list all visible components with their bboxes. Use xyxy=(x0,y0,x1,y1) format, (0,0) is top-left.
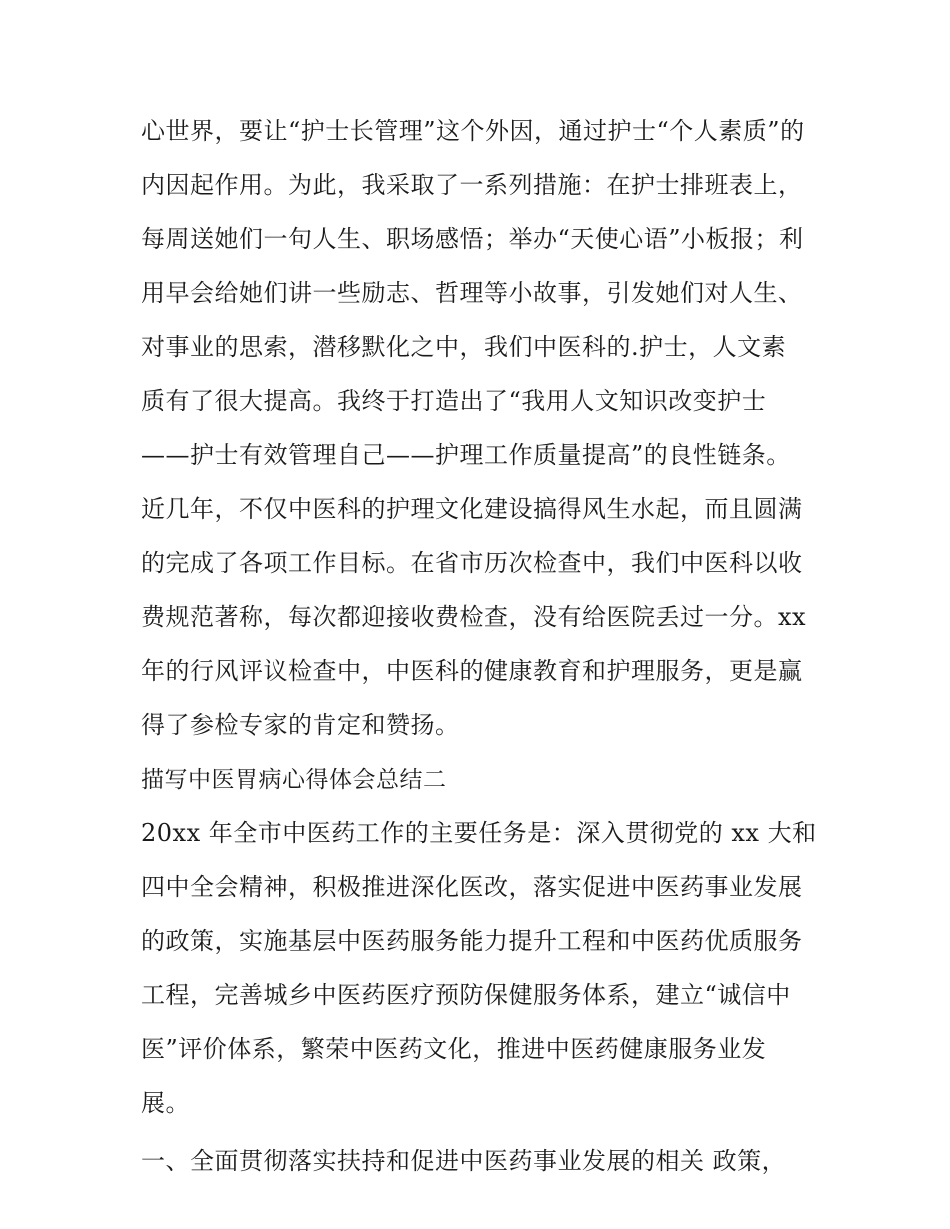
section-title: 描写中医胃病心得体会总结二 xyxy=(141,767,447,793)
paragraph-line: 工程，完善城乡中医药医疗预防保健服务体系，建立“诚信中 xyxy=(141,981,791,1009)
paragraph-line: 20xx 年全市中医药工作的主要任务是：深入贯彻党的 xx 大和 xyxy=(141,819,817,847)
paragraph-line: 的完成了各项工作目标。在省市历次检查中，我们中医科以收 xyxy=(141,549,803,577)
paragraph-line: 医”评价体系，繁荣中医药文化，推进中医药健康服务业发 xyxy=(141,1035,767,1063)
paragraph-line: 内因起作用。为此，我采取了一系列措施：在护士排班表上， xyxy=(141,171,803,199)
paragraph-line: 费规范著称，每次都迎接收费检查，没有给医院丢过一分。xx xyxy=(141,603,807,631)
paragraph-line: 质有了很大提高。我终于打造出了“我用人文知识改变护士 xyxy=(141,387,767,415)
paragraph-line: 得了参检专家的肯定和赞扬。 xyxy=(141,711,460,739)
paragraph-line: 用早会给她们讲一些励志、哲理等小故事，引发她们对人生、 xyxy=(141,279,803,307)
paragraph-line: 的政策，实施基层中医药服务能力提升工程和中医药优质服务 xyxy=(141,927,803,955)
list-item-line: 一、全面贯彻落实扶持和促进中医药事业发展的相关 政策， xyxy=(141,1147,787,1175)
paragraph-line: 四中全会精神，积极推进深化医改，落实促进中医药事业发展 xyxy=(141,873,803,901)
paragraph-line: 年的行风评议检查中，中医科的健康教育和护理服务，更是赢 xyxy=(141,657,803,685)
paragraph-line: 展。 xyxy=(141,1089,190,1117)
paragraph-line: 对事业的思索，潜移默化之中，我们中医科的.护士，人文素 xyxy=(141,333,787,361)
paragraph-line: ——护士有效管理自己——护理工作质量提高”的良性链条。 xyxy=(141,441,791,469)
paragraph-line: 每周送她们一句人生、职场感悟；举办“天使心语”小板报；利 xyxy=(141,225,804,253)
paragraph-line: 近几年，不仅中医科的护理文化建设搞得风生水起，而且圆满 xyxy=(141,495,803,523)
paragraph-line: 心世界，要让“护士长管理”这个外因，通过护士“个人素质”的 xyxy=(141,117,805,145)
